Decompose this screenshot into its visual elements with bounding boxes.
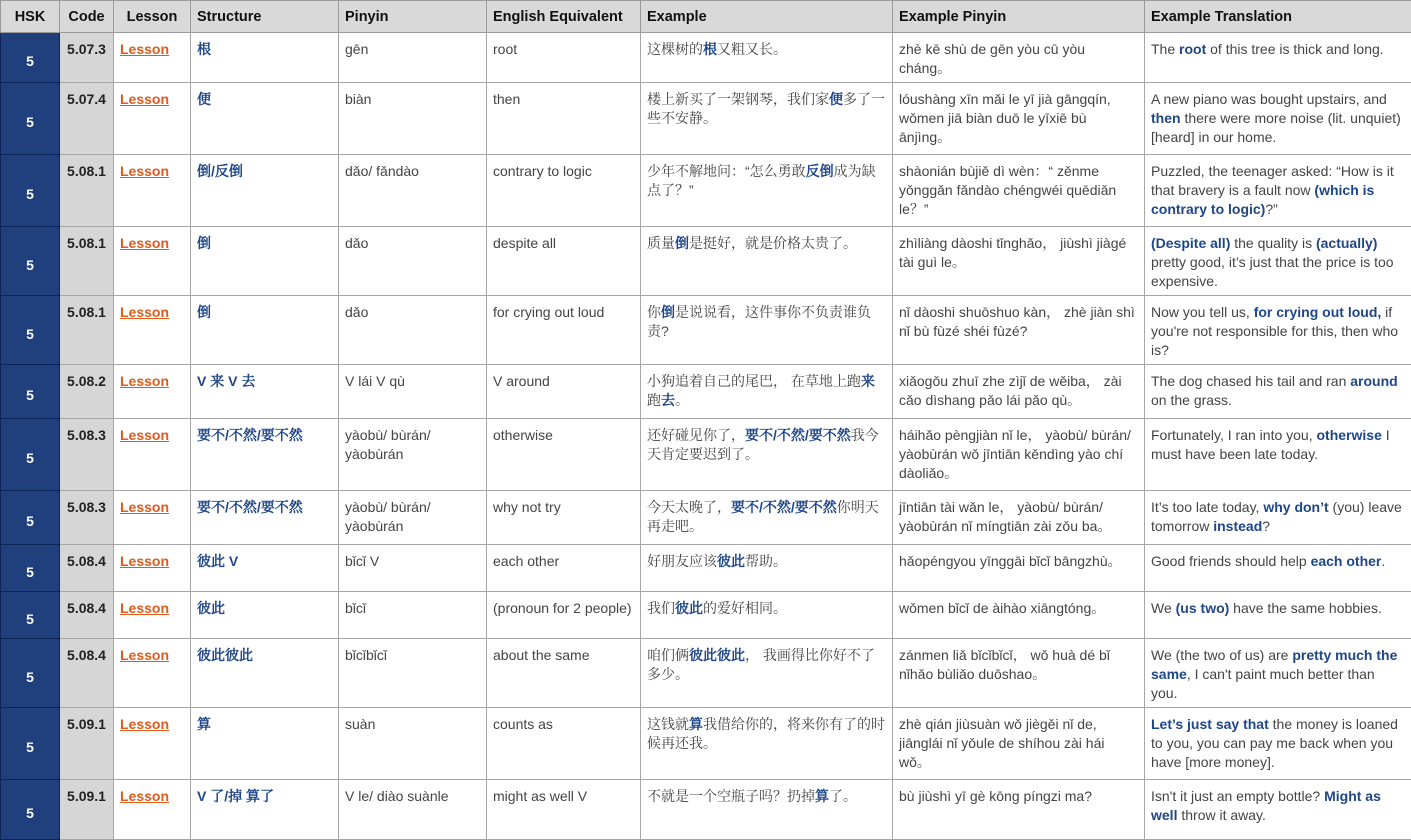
text-segment: , I can't paint much better than you. [1151,666,1375,701]
english-equivalent-cell: (pronoun for 2 people) [487,592,641,639]
example-cell [641,155,893,227]
example-translation-cell [1145,227,1411,296]
header-row [1,1,1411,33]
code-cell: 5.07.4 [60,83,114,155]
lesson-cell [114,708,191,780]
pinyin-cell: V le/ diào suànle [339,780,487,840]
header-structure[interactable]: Structure [191,1,339,33]
example-cell [641,545,893,592]
highlight-text: (actually) [1316,235,1377,251]
structure-cell: 便 [191,83,339,155]
lesson-cell [114,33,191,83]
lesson-cell [114,592,191,639]
code-cell: 5.08.4 [60,592,114,639]
example-pinyin-cell: zhè qián jiùsuàn wǒ jiègěi nǐ de, jiānglái nǐ yǒule de shíhou zài hái wǒ。 [893,708,1145,780]
text-segment: 是挺好，就是价格太贵了。 [689,235,857,251]
highlight-text: 反倒 [806,163,834,179]
text-segment: (you) leave tomorrow [1151,499,1402,534]
text-segment: pretty good, it’s just that the price is too expensive. [1151,254,1394,289]
example-cell [641,33,893,83]
text-segment: 小狗追着自己的尾巴， 在草地上跑 [647,373,861,389]
lesson-link[interactable]: Lesson [120,91,169,107]
hsk-level-cell: 5 [1,491,60,545]
example-pinyin-cell: zánmen liǎ bǐcǐbǐcǐ， wǒ huà dé bǐ nǐhǎo bùliǎo duōshao。 [893,639,1145,708]
table-row [1,639,1411,708]
table-row [1,83,1411,155]
structure-cell: 算 [191,708,339,780]
highlight-text: then [1151,110,1181,126]
pinyin-cell: suàn [339,708,487,780]
header-example[interactable]: Example [641,1,893,33]
highlight-text: 倒 [675,235,689,251]
example-pinyin-cell: xiǎogǒu zhuī zhe zìjǐ de wěiba， zài cǎo dìshang pǎo lái pǎo qù。 [893,365,1145,419]
code-cell: 5.09.1 [60,780,114,840]
highlight-text: 根 [703,41,717,57]
highlight-text: 彼此彼此 [689,647,745,663]
text-segment: The [1151,41,1179,57]
text-segment: 帮助。 [745,553,787,569]
english-equivalent-cell: each other [487,545,641,592]
table-row [1,365,1411,419]
text-segment: there were more noise (lit. unquiet) [heard] in our home. [1151,110,1401,145]
english-equivalent-cell: then [487,83,641,155]
text-segment: 咱们俩 [647,647,689,663]
text-segment: ?” [1265,201,1277,217]
english-equivalent-cell: otherwise [487,419,641,491]
highlight-text: Might as well [1151,788,1381,823]
hsk-level-cell: 5 [1,780,60,840]
text-segment: Puzzled, the teenager asked: “How is it that bravery is a fault now [1151,163,1394,198]
text-segment: 质量 [647,235,675,251]
highlight-text: 倒 [661,304,675,320]
hsk-level-cell: 5 [1,33,60,83]
text-segment: 我们 [647,600,675,616]
lesson-cell [114,545,191,592]
code-cell: 5.08.2 [60,365,114,419]
pinyin-cell: yàobù/ bùrán/ yàobùrán [339,491,487,545]
example-cell [641,639,893,708]
structure-cell: 倒/反倒 [191,155,339,227]
pinyin-cell: gēn [339,33,487,83]
structure-cell: 彼此 V [191,545,339,592]
text-segment: . [1381,553,1385,569]
text-segment: if you're not responsible for this, then who is? [1151,304,1398,358]
text-segment: 这棵树的 [647,41,703,57]
example-cell [641,780,893,840]
highlight-text: 算 [689,716,703,732]
text-segment: on the grass. [1151,392,1232,408]
text-segment: It’s too late today, [1151,499,1263,515]
hsk-level-cell: 5 [1,708,60,780]
pinyin-cell: dǎo [339,296,487,365]
lesson-link[interactable]: Lesson [120,373,169,389]
english-equivalent-cell: root [487,33,641,83]
text-segment: We (the two of us) are [1151,647,1292,663]
text-segment: ? [1262,518,1270,534]
structure-cell: 彼此彼此 [191,639,339,708]
highlight-text: 要不/不然/要不然 [745,427,851,443]
lesson-cell [114,83,191,155]
example-cell [641,296,893,365]
highlight-text: 要不/不然/要不然 [731,499,837,515]
table-row [1,419,1411,491]
table-row [1,545,1411,592]
english-equivalent-cell: counts as [487,708,641,780]
lesson-link[interactable]: Lesson [120,499,169,515]
text-segment: Fortunately, I ran into you, [1151,427,1317,443]
hsk-level-cell: 5 [1,365,60,419]
example-pinyin-cell: jīntiān tài wǎn le， yàobù/ bùrán/ yàobùrán nǐ míngtiān zài zǒu ba。 [893,491,1145,545]
example-cell [641,83,893,155]
english-equivalent-cell: might as well V [487,780,641,840]
text-segment: 好朋友应该 [647,553,717,569]
code-cell: 5.08.1 [60,296,114,365]
example-translation-cell [1145,83,1411,155]
header-code[interactable]: Code [60,1,114,33]
text-segment: 多了一些不安静。 [647,91,885,126]
code-cell: 5.09.1 [60,708,114,780]
text-segment: I must have been late today. [1151,427,1390,462]
text-segment: Now you tell us, [1151,304,1254,320]
pinyin-cell: bǐcǐ [339,592,487,639]
english-equivalent-cell: despite all [487,227,641,296]
text-segment: 不就是一个空瓶子吗？扔掉 [647,788,815,804]
english-equivalent-cell: about the same [487,639,641,708]
text-segment: have the same hobbies. [1229,600,1382,616]
text-segment: Isn't it just an empty bottle? [1151,788,1324,804]
example-cell [641,491,893,545]
example-translation-cell [1145,545,1411,592]
lesson-link[interactable]: Lesson [120,163,169,179]
table-body [1,33,1411,840]
text-segment: 楼上新买了一架钢琴，我们家 [647,91,829,107]
header-pinyin[interactable]: Pinyin [339,1,487,33]
pinyin-cell: bǐcǐ V [339,545,487,592]
structure-cell: 倒 [191,227,339,296]
text-segment: 跑 [647,392,661,408]
text-segment: 是说说看，这件事你不负责谁负责? [647,304,871,339]
example-cell [641,708,893,780]
text-segment: We [1151,600,1176,616]
lesson-cell [114,491,191,545]
example-cell [641,365,893,419]
table-row [1,592,1411,639]
code-cell: 5.08.4 [60,639,114,708]
highlight-text: each other [1311,553,1382,569]
english-equivalent-cell: why not try [487,491,641,545]
text-segment: throw it away. [1177,807,1265,823]
example-pinyin-cell: nǐ dàoshi shuōshuo kàn， zhè jiàn shì nǐ bù fùzé shéi fùzé? [893,296,1145,365]
structure-cell: 要不/不然/要不然 [191,419,339,491]
highlight-text: around [1350,373,1397,389]
lesson-cell [114,365,191,419]
text-segment: Good friends should help [1151,553,1311,569]
hsk-level-cell: 5 [1,545,60,592]
code-cell: 5.08.1 [60,227,114,296]
example-translation-cell [1145,33,1411,83]
text-segment: 又粗又长。 [717,41,787,57]
pinyin-cell: dǎo/ fǎndào [339,155,487,227]
example-translation-cell [1145,639,1411,708]
example-pinyin-cell: bù jiùshì yī gè kōng píngzi ma? [893,780,1145,840]
pinyin-cell: biàn [339,83,487,155]
example-translation-cell [1145,708,1411,780]
example-pinyin-cell: zhè kē shù de gēn yòu cū yòu cháng。 [893,33,1145,83]
highlight-text: 便 [829,91,843,107]
english-equivalent-cell: contrary to logic [487,155,641,227]
example-translation-cell [1145,780,1411,840]
highlight-text: 彼此 [675,600,703,616]
highlight-text: otherwise [1317,427,1382,443]
example-translation-cell [1145,155,1411,227]
text-segment: 少年不解地问：“怎么勇敢 [647,163,806,179]
highlight-text: 来 [861,373,875,389]
text-segment: 你明天再走吧。 [647,499,879,534]
code-cell: 5.08.3 [60,419,114,491]
lesson-link[interactable]: Lesson [120,427,169,443]
lesson-cell [114,780,191,840]
highlight-text: 彼此 [717,553,745,569]
example-pinyin-cell: háihǎo pèngjiàn nǐ le， yàobù/ bùrán/ yàobùrán wǒ jīntiān kěndìng yào chí dàoliǎo。 [893,419,1145,491]
text-segment: 今天太晚了， [647,499,731,515]
text-segment: 这钱就 [647,716,689,732]
lesson-link[interactable]: Lesson [120,41,169,57]
structure-cell: 倒 [191,296,339,365]
lesson-cell [114,419,191,491]
text-segment: 成为缺点了？” [647,163,876,198]
table-row [1,780,1411,840]
highlight-text: pretty much the same [1151,647,1397,682]
example-pinyin-cell: shàonián bùjiě dì wèn：“ zěnme yǒnggǎn fǎndào chéngwéi quēdiǎn le？” [893,155,1145,227]
example-pinyin-cell: hǎopéngyou yīnggāi bǐcǐ bāngzhù。 [893,545,1145,592]
text-segment: 你 [647,304,661,320]
structure-cell: V 了/掉 算了 [191,780,339,840]
text-segment: A new piano was bought upstairs, and [1151,91,1387,107]
example-pinyin-cell: zhìliàng dàoshi tǐnghǎo， jiùshì jiàgé tài guì le。 [893,227,1145,296]
text-segment: 。 [675,392,689,408]
pinyin-cell: dǎo [339,227,487,296]
structure-cell: 要不/不然/要不然 [191,491,339,545]
header-lesson[interactable]: Lesson [114,1,191,33]
highlight-text: for crying out loud, [1254,304,1382,320]
highlight-text: (which is contrary to logic) [1151,182,1374,217]
header-hsk[interactable]: HSK [1,1,60,33]
text-segment: 我今天肯定要迟到了。 [647,427,879,462]
table-row [1,296,1411,365]
lesson-link[interactable]: Lesson [120,304,169,320]
text-segment: ， 我画得比你好不了多少。 [647,647,875,682]
pinyin-cell: bǐcǐbǐcǐ [339,639,487,708]
highlight-text: 去 [661,392,675,408]
lesson-link[interactable]: Lesson [120,647,169,663]
text-segment: of this tree is thick and long. [1206,41,1383,57]
text-segment: 的爱好相同。 [703,600,787,616]
example-translation-cell [1145,365,1411,419]
code-cell: 5.08.1 [60,155,114,227]
table-row [1,33,1411,83]
text-segment: The dog chased his tail and ran [1151,373,1350,389]
text-segment: the money is loaned to you, you can pay me back when you have [more money]. [1151,716,1398,770]
lesson-link[interactable]: Lesson [120,716,169,732]
lesson-cell [114,155,191,227]
table-row [1,155,1411,227]
header-english-equivalent[interactable]: English Equivalent [487,1,641,33]
example-cell [641,227,893,296]
lesson-link[interactable]: Lesson [120,600,169,616]
text-segment: 还好碰见你了， [647,427,745,443]
highlight-text: why don’t [1263,499,1328,515]
highlight-text: (us two) [1176,600,1230,616]
hsk-level-cell: 5 [1,639,60,708]
pinyin-cell: V lái V qù [339,365,487,419]
pinyin-cell: yàobù/ bùrán/ yàobùrán [339,419,487,491]
lesson-cell [114,639,191,708]
header-example-translation[interactable]: Example Translation [1145,1,1411,33]
header-example-pinyin[interactable]: Example Pinyin [893,1,1145,33]
lesson-cell [114,227,191,296]
lesson-link[interactable]: Lesson [120,788,169,804]
example-cell [641,419,893,491]
highlight-text: 算 [815,788,829,804]
highlight-text: (Despite all) [1151,235,1230,251]
hsk-level-cell: 5 [1,83,60,155]
structure-cell: V 来 V 去 [191,365,339,419]
code-cell: 5.08.4 [60,545,114,592]
hsk-level-cell: 5 [1,227,60,296]
hsk-level-cell: 5 [1,419,60,491]
table-row [1,708,1411,780]
highlight-text: instead [1213,518,1262,534]
hsk-level-cell: 5 [1,155,60,227]
highlight-text: Let’s just say that [1151,716,1269,732]
example-translation-cell [1145,296,1411,365]
example-translation-cell [1145,491,1411,545]
table-row [1,227,1411,296]
example-pinyin-cell: wǒmen bǐcǐ de àihào xiāngtóng。 [893,592,1145,639]
structure-cell: 根 [191,33,339,83]
example-cell [641,592,893,639]
english-equivalent-cell: V around [487,365,641,419]
code-cell: 5.07.3 [60,33,114,83]
table-row [1,491,1411,545]
example-translation-cell [1145,419,1411,491]
lesson-link[interactable]: Lesson [120,553,169,569]
lesson-cell [114,296,191,365]
english-equivalent-cell: for crying out loud [487,296,641,365]
highlight-text: root [1179,41,1206,57]
hsk-level-cell: 5 [1,296,60,365]
lesson-link[interactable]: Lesson [120,235,169,251]
example-pinyin-cell: lóushàng xīn mǎi le yī jià gāngqín, wǒmen jiā biàn duō le yīxiē bù ānjìng。 [893,83,1145,155]
text-segment: the quality is [1230,235,1316,251]
example-translation-cell [1145,592,1411,639]
text-segment: 我借给你的，将来你有了的时候再还我。 [647,716,885,751]
text-segment: 了。 [829,788,857,804]
structure-cell: 彼此 [191,592,339,639]
code-cell: 5.08.3 [60,491,114,545]
hsk-level-cell: 5 [1,592,60,639]
